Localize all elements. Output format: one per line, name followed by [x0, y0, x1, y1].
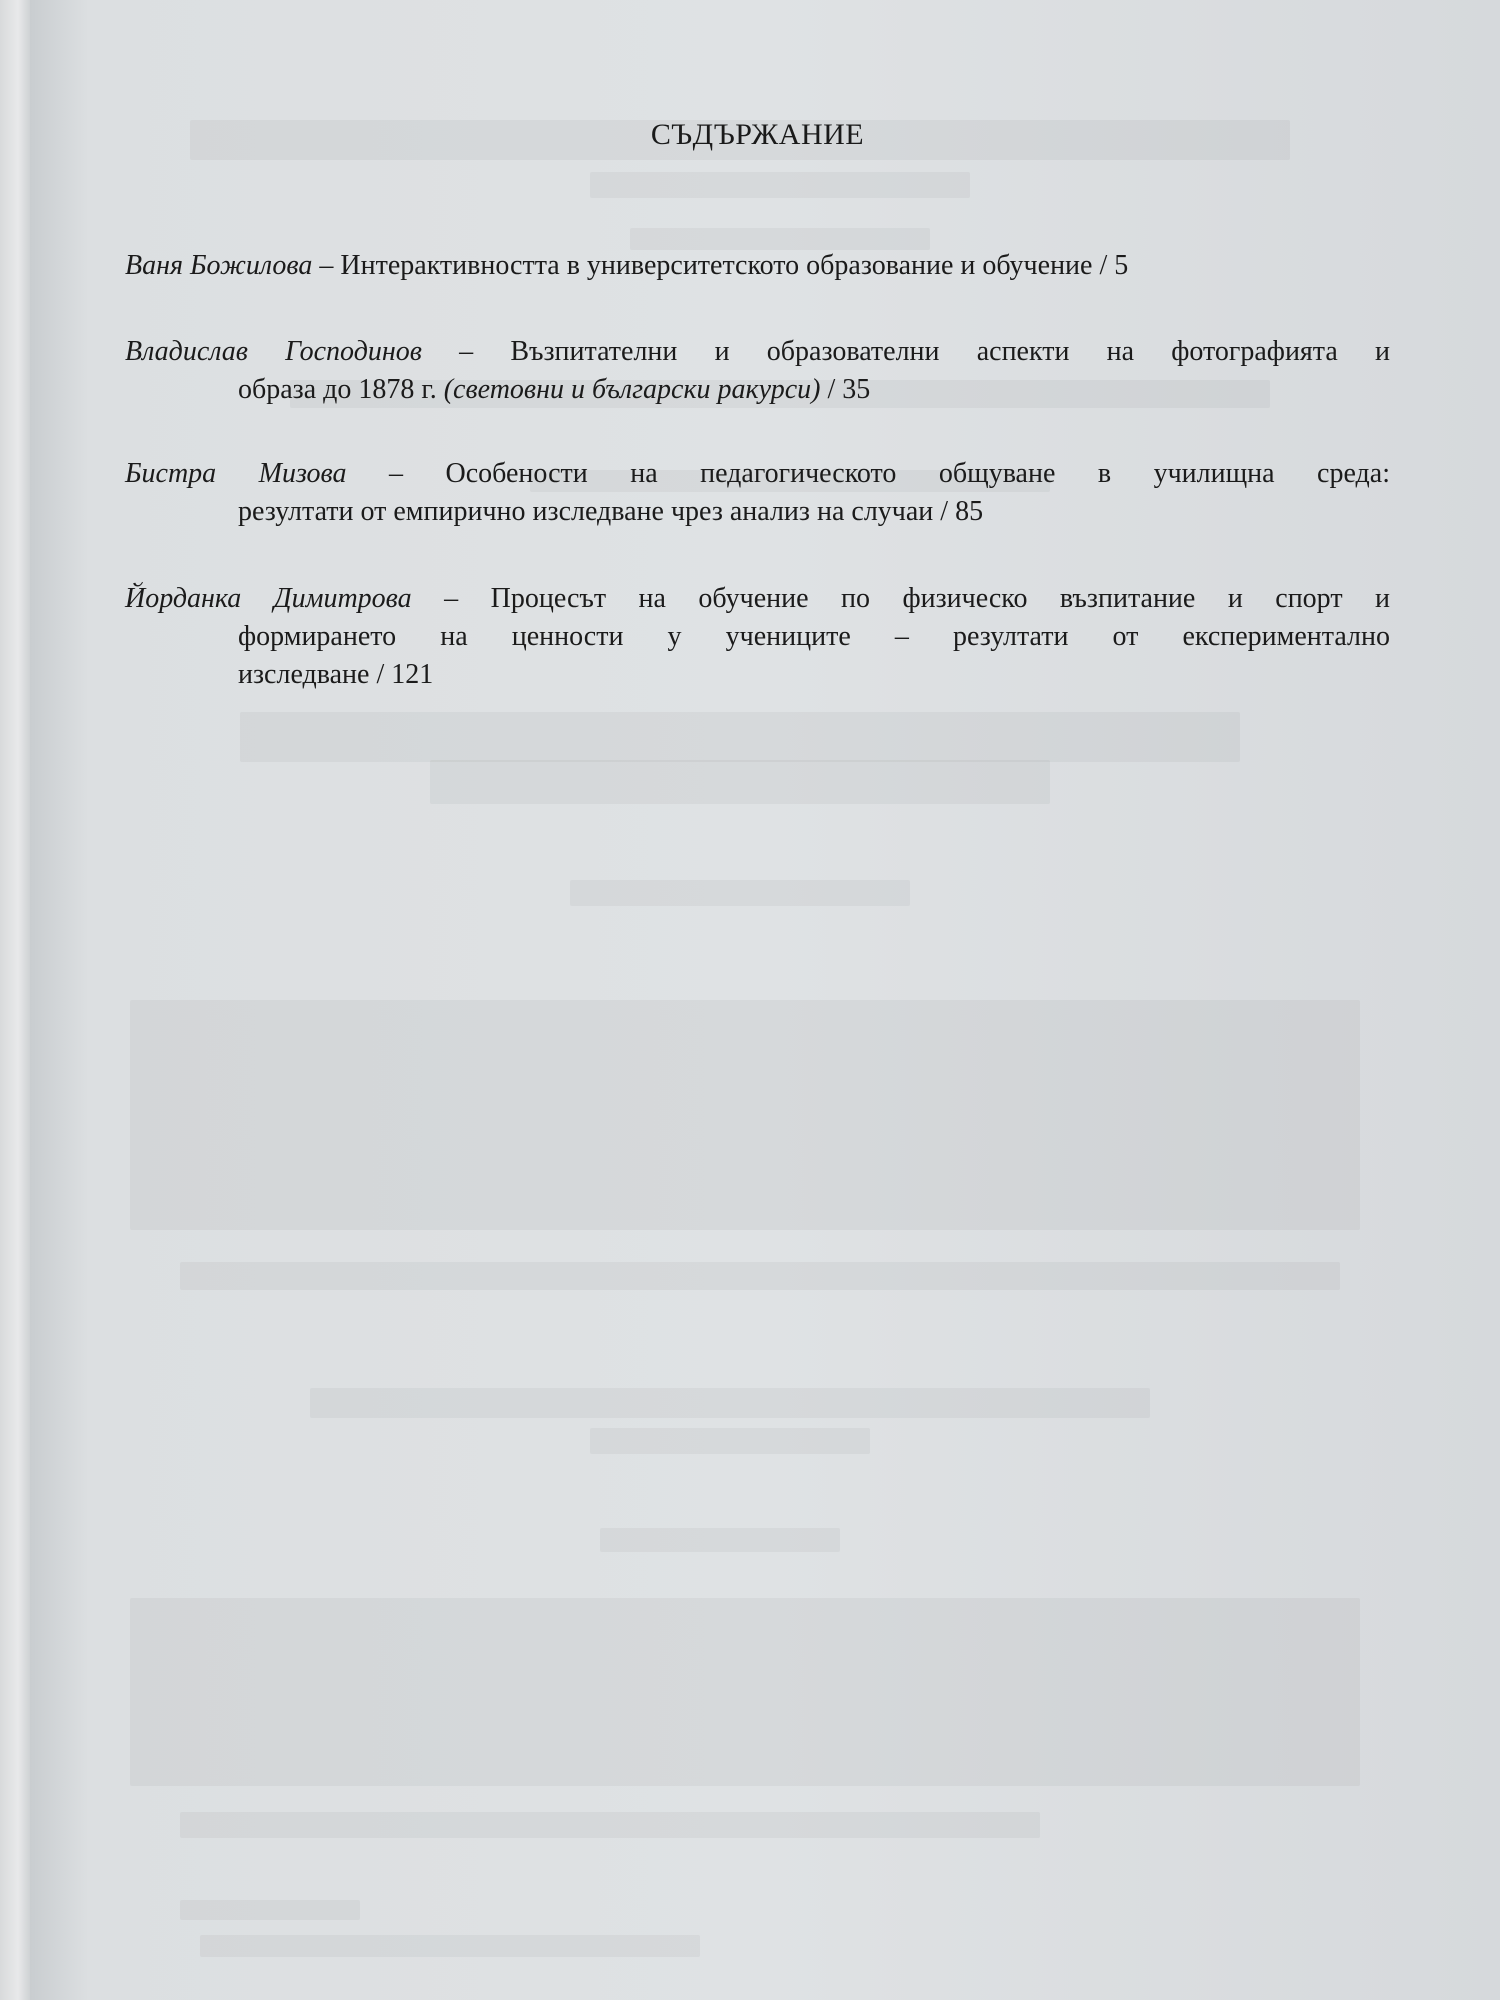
toc-entry-page: / 121	[369, 659, 434, 690]
toc-entry-line	[125, 656, 1390, 694]
toc-entry-line	[125, 580, 1390, 618]
toc-entry-author: Бистра Мизова	[125, 458, 347, 489]
toc-entry-dash: –	[411, 583, 491, 614]
toc-entry-line	[125, 371, 1390, 409]
toc-entry-dash: –	[346, 458, 446, 489]
toc-entry-author: Владислав Господинов	[125, 336, 422, 367]
document-page	[30, 0, 1500, 2000]
toc-entry-page: / 5	[1092, 250, 1129, 281]
toc-entry-title: Особености на педагогическото общуване в училищна среда:	[445, 458, 1391, 489]
page-edge	[0, 0, 30, 2000]
toc-entry-page: / 35	[820, 374, 871, 405]
toc-entry-title-cont: формирането на ценности у учениците – резултати от експериментално	[238, 621, 1390, 652]
toc-entry-dash: –	[312, 250, 341, 281]
toc-entry-subtitle: (световни и български ракурси)	[443, 374, 821, 405]
toc-entry-line	[125, 455, 1390, 493]
toc-entry-line	[125, 493, 1390, 531]
toc-heading: СЪДЪРЖАНИЕ	[650, 118, 865, 151]
toc-entry	[125, 455, 1390, 531]
toc-entry-line	[125, 618, 1390, 656]
toc-entry-title: Процесът на обучение по физическо възпитание и спорт и	[490, 583, 1391, 614]
toc-entry-line	[125, 333, 1390, 371]
show-through-text	[30, 0, 1500, 2000]
toc-entry-dash: –	[421, 336, 511, 367]
toc-entry-page: / 85	[933, 496, 984, 527]
toc-entry-title-cont: резултати от емпирично изследване чрез анализ на случаи	[238, 496, 934, 527]
toc-entry-title: Интерактивността в университетското образование и обучение	[340, 250, 1093, 281]
toc-entry	[125, 247, 1390, 285]
toc-entry-author: Ваня Божилова	[125, 250, 313, 281]
toc-entry	[125, 580, 1390, 694]
toc-entry-author: Йорданка Димитрова	[125, 583, 412, 614]
toc-entry-title-cont: образа до 1878 г.	[238, 374, 444, 405]
toc-entry-line	[125, 247, 1390, 285]
toc-entry-title: Възпитателни и образователни аспекти на фотографията и	[510, 336, 1390, 367]
toc-entry-title-cont: изследване	[238, 659, 370, 690]
toc-entry	[125, 333, 1390, 409]
